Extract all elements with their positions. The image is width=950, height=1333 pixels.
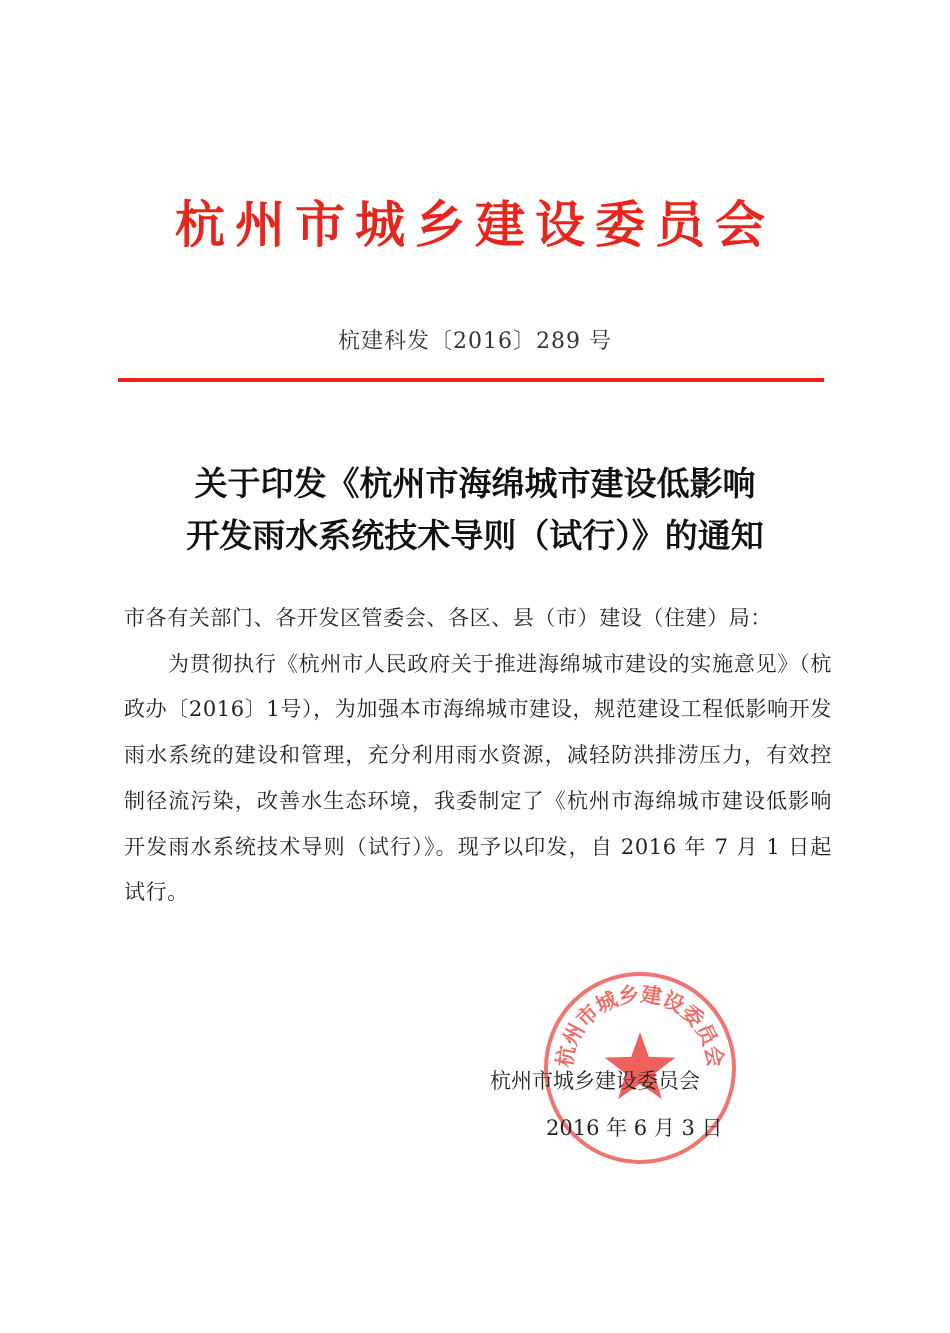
- signature-organization: 杭州市城乡建设委员会: [490, 1069, 700, 1093]
- signature-date: 2016 年 6 月 3 日: [546, 1116, 723, 1140]
- title-line-1: 关于印发《杭州市海绵城市建设低影响: [194, 464, 756, 503]
- addressee: 市各有关部门、各开发区管委会、各区、县（市）建设（住建）局：: [124, 606, 772, 630]
- document-body: [124, 596, 832, 916]
- body-paragraph: 为贯彻执行《杭州市人民政府关于推进海绵城市建设的实施意见》（杭政办〔2016〕1号），为加强本市海绵城市建设，规范建设工程低影响开发雨水系统的建设和管理，充分利用雨水资源，减轻防洪排涝压力，有效控制径流污染，改善水生态环境，我委制定了《杭州市海绵城市建设低影响开发雨水系统技术导则（试行）》。现予以印发，自 2016 年 7 月 1 日起试行。: [124, 651, 832, 905]
- seal-text: 杭州市城乡建设委员会: [552, 982, 728, 1069]
- document-number: 杭建科发〔2016〕289 号: [338, 329, 612, 354]
- document-title: [0, 458, 950, 562]
- title-line-2: 开发雨水系统技术导则（试行）》的通知: [186, 516, 764, 555]
- red-divider: [118, 378, 824, 382]
- issuer-header: 杭州市城乡建设委员会: [175, 196, 775, 254]
